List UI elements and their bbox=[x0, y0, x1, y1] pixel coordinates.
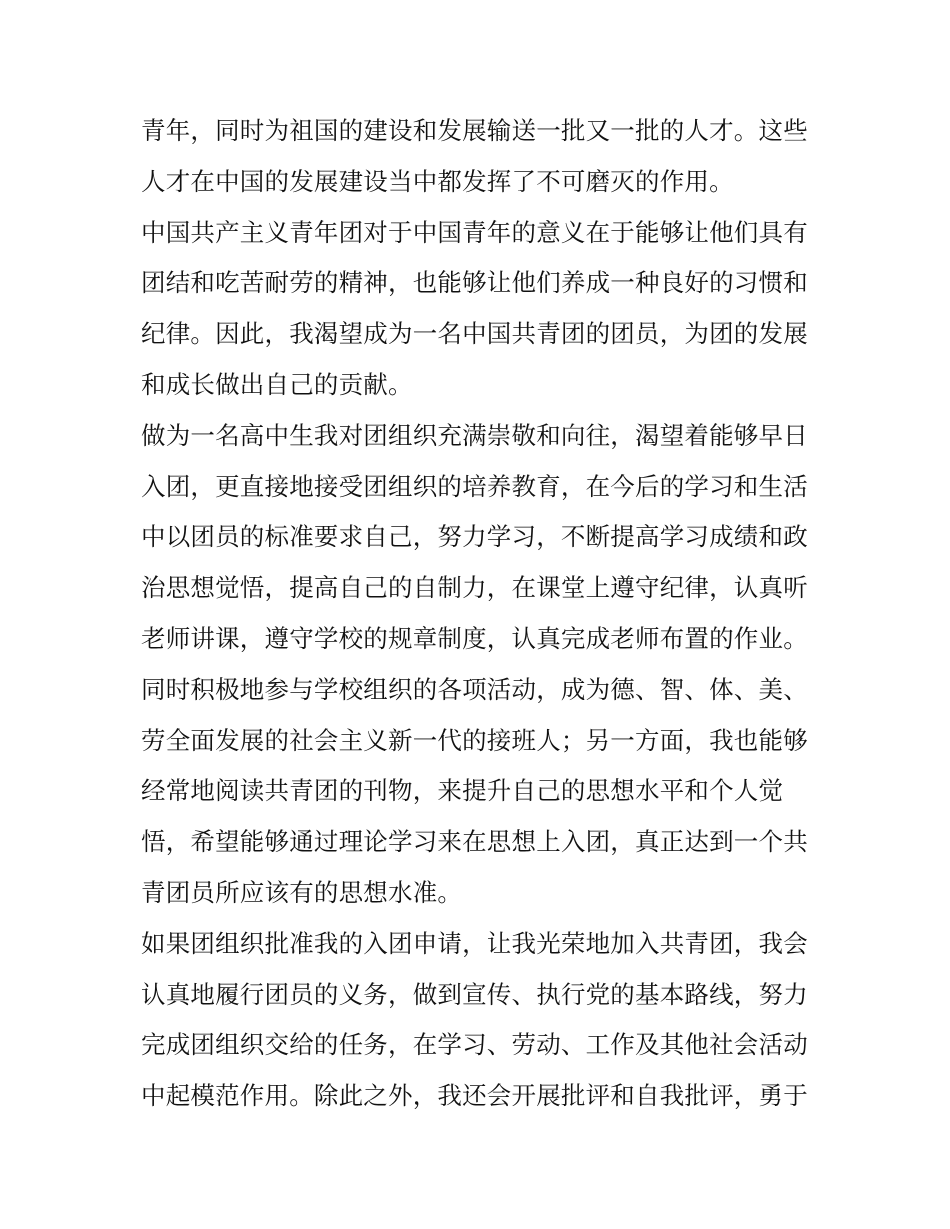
text-line: 青团员所应该有的思想水准。 bbox=[141, 877, 463, 907]
text-line: 和成长做出自己的贡献。 bbox=[141, 369, 413, 399]
text-line: 同时积极地参与学校组织的各项活动，成为德、智、体、美、 bbox=[141, 674, 808, 704]
text-line: 老师讲课，遵守学校的规章制度，认真完成老师布置的作业。 bbox=[141, 623, 808, 653]
text-line: 团结和吃苦耐劳的精神，也能够让他们养成一种良好的习惯和 bbox=[141, 268, 808, 298]
text-line: 悟，希望能够通过理论学习来在思想上入团，真正达到一个共 bbox=[141, 827, 808, 857]
text-line: 劳全面发展的社会主义新一代的接班人；另一方面，我也能够 bbox=[141, 725, 808, 755]
text-line: 治思想觉悟，提高自己的自制力，在课堂上遵守纪律，认真听 bbox=[141, 573, 808, 603]
text-line: 如果团组织批准我的入团申请，让我光荣地加入共青团，我会 bbox=[141, 928, 808, 958]
text-line: 做为一名高中生我对团组织充满崇敬和向往，渴望着能够早日 bbox=[141, 420, 808, 450]
text-line: 入团，更直接地接受团组织的培养教育，在今后的学习和生活 bbox=[141, 471, 808, 501]
text-line: 纪律。因此，我渴望成为一名中国共青团的团员，为团的发展 bbox=[141, 319, 808, 349]
text-line: 中起模范作用。除此之外，我还会开展批评和自我批评，勇于 bbox=[141, 1081, 808, 1111]
text-line: 中国共产主义青年团对于中国青年的意义在于能够让他们具有 bbox=[141, 217, 808, 247]
text-line: 人才在中国的发展建设当中都发挥了不可磨灭的作用。 bbox=[141, 166, 734, 196]
text-line: 经常地阅读共青团的刊物，来提升自己的思想水平和个人觉 bbox=[141, 776, 784, 806]
body-text bbox=[141, 106, 813, 1122]
text-line: 中以团员的标准要求自己，努力学习，不断提高学习成绩和政 bbox=[141, 522, 808, 552]
text-line: 认真地履行团员的义务，做到宣传、执行党的基本路线，努力 bbox=[141, 979, 808, 1009]
text-line: 完成团组织交给的任务，在学习、劳动、工作及其他社会活动 bbox=[141, 1030, 808, 1060]
text-line: 青年，同时为祖国的建设和发展输送一批又一批的人才。这些 bbox=[141, 116, 808, 145]
